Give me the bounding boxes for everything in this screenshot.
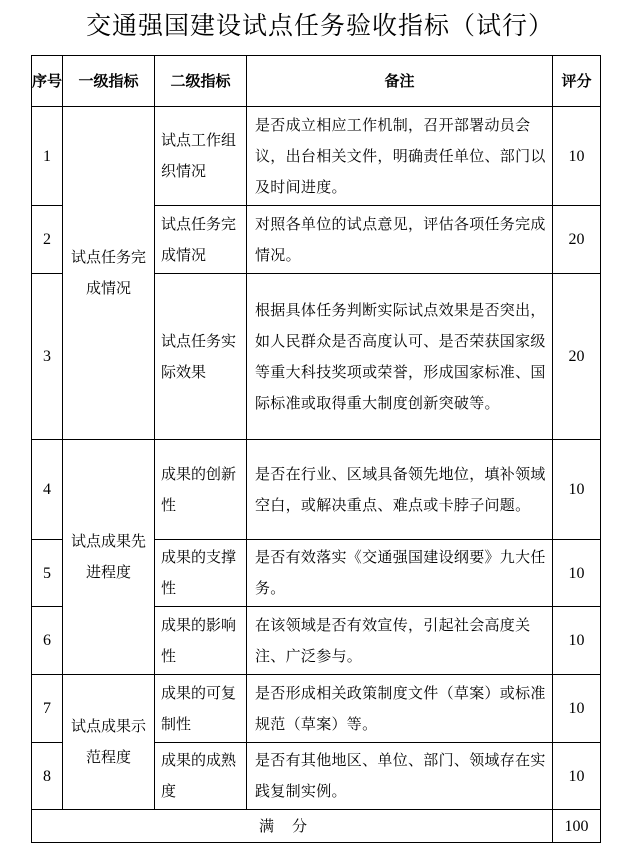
header-level2: 二级指标 (155, 56, 247, 107)
header-num: 序号 (32, 56, 63, 107)
level2-label: 试点工作组织情况 (155, 107, 247, 206)
note-text: 根据具体任务判断实际试点效果是否突出，如人民群众是否高度认可、是否荣获国家级等重大科技奖项或荣誉，形成国家标准、国际标准或取得重大制度创新突破等。 (247, 274, 553, 440)
level2-label: 成果的创新性 (155, 440, 247, 540)
header-score: 评分 (553, 56, 601, 107)
table-row (32, 440, 601, 540)
note-text: 是否有其他地区、单位、部门、领域存在实践复制实例。 (247, 743, 553, 810)
row-num: 1 (32, 107, 63, 206)
group-label: 试点成果先进程度 (63, 440, 155, 675)
score-value: 10 (553, 540, 601, 607)
table-row (32, 675, 601, 743)
row-num: 3 (32, 274, 63, 440)
table-header-row (32, 56, 601, 107)
score-value: 10 (553, 107, 601, 206)
total-score: 100 (553, 810, 601, 843)
total-label: 满分 (32, 810, 553, 843)
score-value: 20 (553, 274, 601, 440)
score-value: 10 (553, 440, 601, 540)
table-row (32, 107, 601, 206)
group-label: 试点成果示范程度 (63, 675, 155, 810)
score-value: 20 (553, 206, 601, 274)
level2-label: 试点任务实际效果 (155, 274, 247, 440)
header-note: 备注 (247, 56, 553, 107)
header-level1: 一级指标 (63, 56, 155, 107)
level2-label: 成果的影响性 (155, 607, 247, 675)
score-value: 10 (553, 607, 601, 675)
row-num: 6 (32, 607, 63, 675)
total-row (32, 810, 601, 843)
score-value: 10 (553, 743, 601, 810)
note-text: 是否有效落实《交通强国建设纲要》九大任务。 (247, 540, 553, 607)
level2-label: 成果的成熟度 (155, 743, 247, 810)
level2-label: 成果的支撑性 (155, 540, 247, 607)
row-num: 8 (32, 743, 63, 810)
indicator-table (31, 55, 601, 843)
note-text: 是否成立相应工作机制，召开部署动员会议，出台相关文件，明确责任单位、部门以及时间进度。 (247, 107, 553, 206)
note-text: 在该领域是否有效宣传，引起社会高度关注、广泛参与。 (247, 607, 553, 675)
row-num: 5 (32, 540, 63, 607)
note-text: 对照各单位的试点意见，评估各项任务完成情况。 (247, 206, 553, 274)
document-title: 交通强国建设试点任务验收指标（试行） (85, 11, 554, 40)
note-text: 是否形成相关政策制度文件（草案）或标准规范（草案）等。 (247, 675, 553, 743)
note-text: 是否在行业、区域具备领先地位，填补领域空白，或解决重点、难点或卡脖子问题。 (247, 440, 553, 540)
group-label: 试点任务完成情况 (63, 107, 155, 440)
row-num: 2 (32, 206, 63, 274)
level2-label: 试点任务完成情况 (155, 206, 247, 274)
row-num: 4 (32, 440, 63, 540)
level2-label: 成果的可复制性 (155, 675, 247, 743)
row-num: 7 (32, 675, 63, 743)
score-value: 10 (553, 675, 601, 743)
